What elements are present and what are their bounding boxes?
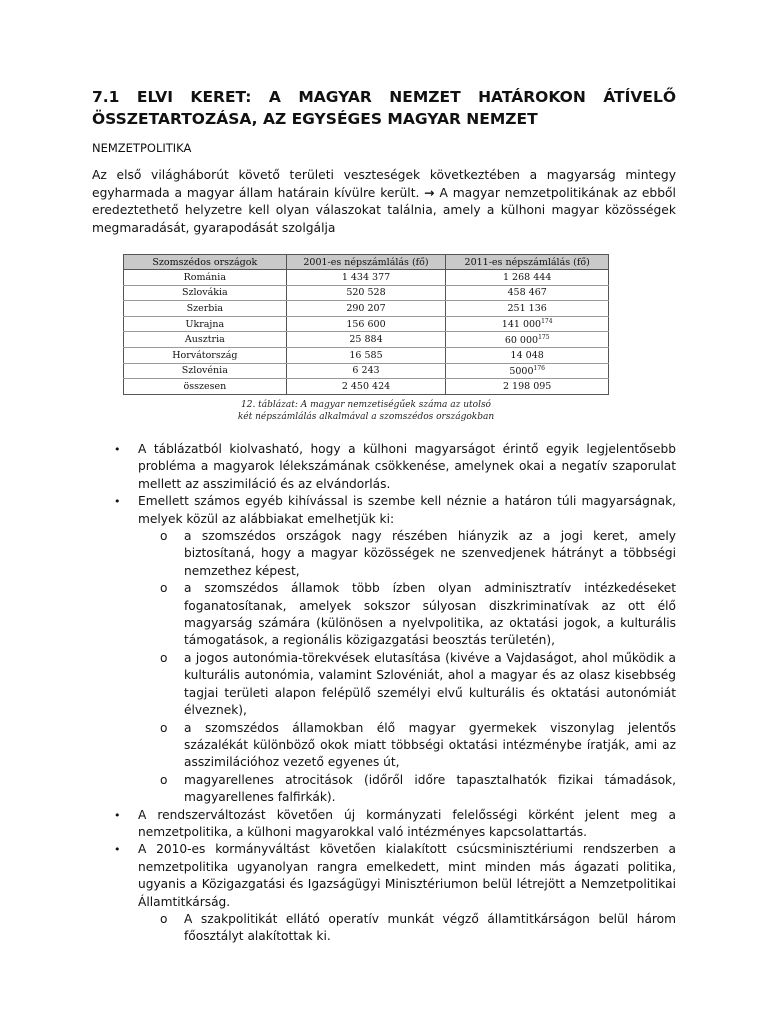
table-cell-2011 bbox=[446, 301, 609, 317]
sub-list-item bbox=[92, 911, 676, 946]
sub-list-item-text: A szakpolitikát ellátó operatív munkát végző államtitkárságon belül három főosztályt alakítottak ki. bbox=[184, 911, 676, 944]
table-cell-2001: 156 600 bbox=[286, 316, 446, 332]
sub-list-item-text: a szomszédos államok több ízben olyan adminisztratív intézkedéseket foganatosítanak, amelyek sokszor súlyosan diszkriminatívak az ott élő magyarság számára (különösen a nyelvpolitika, az oktatási jogok, a kulturális támogatások, a regionális közigazgatási beosztás területén), bbox=[184, 581, 676, 648]
table-cell-2011: 2 198 095 bbox=[446, 379, 609, 395]
arrow-icon: → bbox=[424, 185, 435, 200]
list-item bbox=[92, 441, 676, 493]
value: 458 467 bbox=[507, 287, 547, 299]
table-cell-2001: 520 528 bbox=[286, 285, 446, 301]
table-cell-country: Horvátország bbox=[124, 347, 287, 363]
table-cell-2011 bbox=[446, 285, 609, 301]
list-item-text: Emellett számos egyéb kihívással is szembe kell néznie a határon túli magyarságnak, melyek közül az alábbiakat emelhetjük ki: bbox=[138, 494, 676, 526]
table-header-row bbox=[124, 255, 609, 270]
table-cell-country: Szlovénia bbox=[124, 363, 287, 379]
table-cell-country: Szerbia bbox=[124, 301, 287, 317]
sub-bullet-icon: o bbox=[160, 581, 168, 596]
sub-list-item-text: a jogos autonómia-törekvések elutasítása (kivéve a Vajdaságot, ahol működik a kulturális autonómia, valamint Szlovéniát, ahol a magyar és az olasz kisebbség tagjai területi alapon felépülő személyi elvű kulturális és oktatási autonómiát élveznek), bbox=[184, 650, 676, 718]
table-row bbox=[124, 347, 609, 363]
bullet-icon: • bbox=[114, 843, 121, 857]
list-item bbox=[92, 841, 676, 911]
table-row bbox=[124, 270, 609, 286]
table-caption-line: 12. táblázat: A magyar nemzetiségűek száma az utolsó bbox=[241, 399, 491, 410]
table-row bbox=[124, 363, 609, 379]
sub-list-item bbox=[92, 580, 676, 650]
table-cell-country: Ausztria bbox=[124, 332, 287, 348]
value: 5000 bbox=[509, 365, 534, 377]
intro-part2: A magyar nemzetpolitikának az ebből eredeztethető helyzetre kell olyan válaszokat találnia, amely a külhoni magyar közösségek megmaradását, gyarapodását szolgálja bbox=[92, 185, 676, 235]
table-cell-2001: 1 434 377 bbox=[286, 270, 446, 286]
footnote-ref: 174 bbox=[541, 318, 553, 325]
sub-list-item bbox=[92, 528, 676, 580]
table-row bbox=[124, 316, 609, 332]
footnote-ref: 175 bbox=[538, 333, 550, 341]
bullet-icon: • bbox=[114, 443, 121, 456]
table-row bbox=[124, 301, 609, 317]
value: 14 048 bbox=[510, 349, 544, 361]
table-cell-2001: 25 884 bbox=[286, 332, 446, 348]
table-cell-2011 bbox=[446, 332, 609, 348]
footnote-ref: 176 bbox=[533, 364, 545, 372]
section-heading-line1: 7.1 ELVI KERET: A MAGYAR NEMZET HATÁROKON ÁTÍVELŐ bbox=[92, 88, 676, 106]
table-cell-country: Ukrajna bbox=[124, 316, 287, 332]
value: 141 000 bbox=[501, 319, 542, 331]
section-heading bbox=[92, 86, 676, 130]
table-cell-2011 bbox=[446, 316, 609, 332]
bullet-icon: • bbox=[114, 495, 121, 509]
value: 60 000 bbox=[504, 334, 539, 346]
bullet-list bbox=[92, 441, 676, 946]
value: 251 136 bbox=[507, 302, 547, 314]
table-cell-2011 bbox=[446, 347, 609, 363]
table-header-cell: 2011-es népszámlálás (fő) bbox=[446, 255, 609, 270]
list-item-text: A 2010-es kormányváltást követően kialakított csúcsminisztériumi rendszerben a nemzetpolitika ugyanolyan rangra emelkedett, mint minden más ágazati politika, ugyanis a Közigazgatási és Igazságügyi Minisztériumon belül létrejött a Nemzetpolitikai Államtitkárság. bbox=[138, 842, 676, 909]
list-item bbox=[92, 807, 676, 842]
table-cell-country: összesen bbox=[124, 379, 287, 395]
table-cell-2001: 290 207 bbox=[286, 301, 446, 317]
sub-list-item bbox=[92, 720, 676, 772]
table-caption-line: két népszámlálás alkalmával a szomszédos országokban bbox=[237, 411, 495, 422]
table-row bbox=[124, 285, 609, 301]
table-cell-2001: 2 450 424 bbox=[286, 379, 446, 395]
table-header-cell: Szomszédos országok bbox=[124, 255, 287, 270]
subheading: NEMZETPOLITIKA bbox=[92, 141, 192, 155]
list-item-text: A táblázatból kiolvasható, hogy a külhoni magyarságot érintő egyik legjelentősebb probléma a magyarok lélekszámának csökkenése, amelynek okai a negatív szaporulat mellett az asszimiláció és az elvándorlás. bbox=[138, 442, 676, 491]
census-table bbox=[123, 254, 609, 395]
census-table-figure bbox=[123, 254, 609, 423]
list-item-text: A rendszerváltozást követően új kormányzati felelősségi körként jelent meg a nemzetpolitika, a külhoni magyarokkal való intézményes kapcsolattartás. bbox=[138, 807, 676, 839]
sub-bullet-icon: o bbox=[160, 911, 168, 926]
sub-bullet-icon: o bbox=[160, 529, 168, 544]
sub-list-item bbox=[92, 650, 676, 720]
sub-list-item-text: a szomszédos államokban élő magyar gyermekek viszonylag jelentős százalékát különböző okok miatt többségi oktatási intézménybe íratják, ami az asszimilációhoz vezető egyenes út, bbox=[184, 720, 676, 770]
table-header-cell: 2001-es népszámlálás (fő) bbox=[286, 255, 446, 270]
table-total-row bbox=[124, 379, 609, 395]
table-cell-country: Románia bbox=[124, 270, 287, 286]
table-cell-2011 bbox=[446, 363, 609, 379]
intro-part1: Az első világháborút követő területi veszteségek következtében a magyarság mintegy egyharmada a magyar állam határain kívülre került. bbox=[92, 168, 676, 200]
intro-paragraph bbox=[92, 167, 676, 237]
value: 1 268 444 bbox=[502, 271, 552, 283]
table-caption bbox=[123, 399, 609, 423]
table-cell-2011 bbox=[446, 270, 609, 286]
sub-list-item bbox=[92, 772, 676, 807]
sub-list-item-text: magyarellenes atrocitások (időről időre tapasztalhatók fizikai támadások, magyarellenes falfirkák). bbox=[184, 772, 676, 805]
sub-list-item-text: a szomszédos országok nagy részében hiányzik az a jogi keret, amely biztosítaná, hogy a magyar közösségek ne szenvedjenek hátrányt a többségi nemzethez képest, bbox=[184, 529, 676, 578]
sub-bullet-icon: o bbox=[160, 650, 168, 665]
list-item bbox=[92, 493, 676, 528]
table-cell-2001: 6 243 bbox=[286, 363, 446, 379]
section-heading-line2: ÖSSZETARTOZÁSA, AZ EGYSÉGES MAGYAR NEMZET bbox=[92, 110, 538, 128]
table-cell-2001: 16 585 bbox=[286, 347, 446, 363]
table-cell-country: Szlovákia bbox=[124, 285, 287, 301]
bullet-icon: • bbox=[114, 808, 121, 822]
sub-bullet-icon: o bbox=[160, 772, 168, 787]
sub-bullet-icon: o bbox=[160, 720, 168, 735]
table-row bbox=[124, 332, 609, 348]
